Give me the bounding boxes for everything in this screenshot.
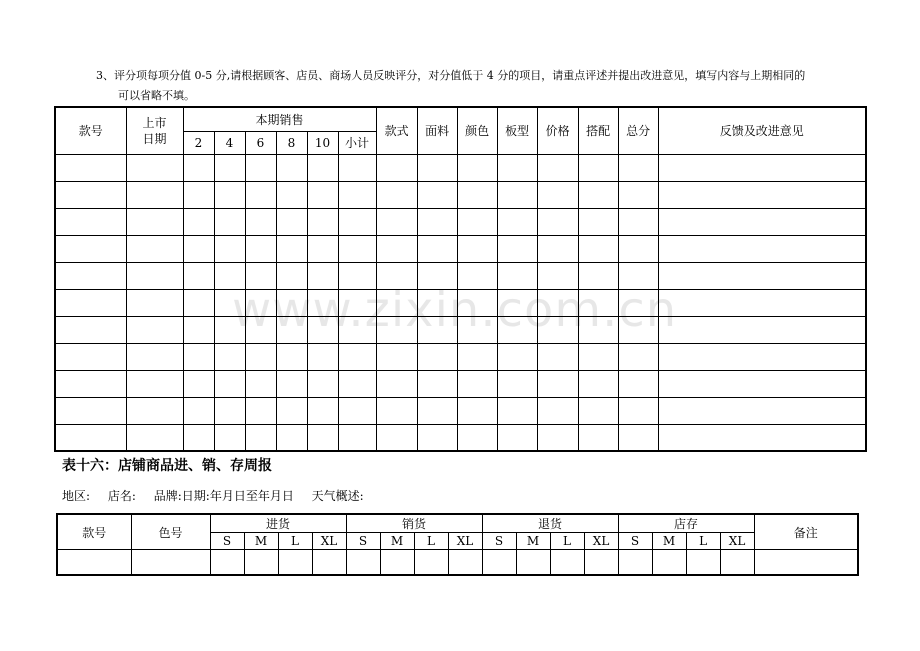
table-cell[interactable]: [754, 550, 858, 575]
table-cell[interactable]: [55, 262, 126, 289]
table-cell[interactable]: [618, 181, 658, 208]
table-row: [55, 316, 866, 343]
table-cell[interactable]: [658, 289, 866, 316]
table-cell[interactable]: [417, 208, 457, 235]
size-header-cell: L: [686, 533, 720, 550]
table-cell[interactable]: [417, 154, 457, 181]
table-cell[interactable]: [537, 424, 578, 451]
table-cell[interactable]: [307, 397, 338, 424]
table-cell[interactable]: [457, 208, 497, 235]
table-cell[interactable]: [380, 550, 414, 575]
table-row: [55, 235, 866, 262]
table-cell[interactable]: [578, 154, 618, 181]
table-cell[interactable]: [307, 316, 338, 343]
table-cell[interactable]: [578, 289, 618, 316]
table-cell[interactable]: [417, 316, 457, 343]
table-cell[interactable]: [307, 424, 338, 451]
table-row: [55, 181, 866, 208]
table-row: [55, 154, 866, 181]
table-cell[interactable]: [482, 550, 516, 575]
table-cell[interactable]: [183, 181, 214, 208]
table-cell[interactable]: [537, 154, 578, 181]
table-cell[interactable]: [55, 208, 126, 235]
table-cell[interactable]: [578, 235, 618, 262]
table-cell[interactable]: [55, 397, 126, 424]
table-cell[interactable]: [214, 235, 245, 262]
table-cell[interactable]: [376, 235, 417, 262]
size-header-cell: L: [550, 533, 584, 550]
table-cell[interactable]: [578, 208, 618, 235]
table-cell[interactable]: [245, 154, 276, 181]
table-cell[interactable]: [276, 343, 307, 370]
table-cell[interactable]: [126, 154, 183, 181]
section-title: 表十六：店铺商品进、销、存周报: [62, 458, 272, 474]
table-cell[interactable]: [417, 343, 457, 370]
table-cell[interactable]: [312, 550, 346, 575]
sales-table-body: [55, 154, 866, 451]
table-cell[interactable]: [537, 289, 578, 316]
table-cell[interactable]: [497, 397, 537, 424]
table-cell[interactable]: [338, 316, 376, 343]
table-cell[interactable]: [658, 208, 866, 235]
size-header-cell: L: [414, 533, 448, 550]
size-header-cell: M: [652, 533, 686, 550]
table-cell[interactable]: [457, 181, 497, 208]
size-10: 10: [307, 131, 338, 154]
table-cell[interactable]: [618, 316, 658, 343]
table-cell[interactable]: [497, 181, 537, 208]
table-cell[interactable]: [131, 550, 210, 575]
table-cell[interactable]: [338, 262, 376, 289]
table-cell[interactable]: [658, 235, 866, 262]
header-remark: 备注: [754, 514, 858, 550]
table-cell[interactable]: [376, 343, 417, 370]
table-cell[interactable]: [55, 181, 126, 208]
size-header-cell: S: [618, 533, 652, 550]
table-cell[interactable]: [376, 316, 417, 343]
table-cell[interactable]: [658, 316, 866, 343]
table-cell[interactable]: [276, 424, 307, 451]
table-cell[interactable]: [307, 343, 338, 370]
table-cell[interactable]: [214, 343, 245, 370]
table-cell[interactable]: [338, 397, 376, 424]
table-cell[interactable]: [658, 262, 866, 289]
report-meta: [62, 487, 378, 504]
table-cell[interactable]: [183, 370, 214, 397]
table-cell[interactable]: [618, 208, 658, 235]
table-cell[interactable]: [126, 289, 183, 316]
table-cell[interactable]: [126, 370, 183, 397]
table-cell[interactable]: [618, 550, 652, 575]
table-cell[interactable]: [537, 262, 578, 289]
sales-feedback-table: [54, 106, 867, 452]
table-cell[interactable]: [307, 262, 338, 289]
size-4: 4: [214, 131, 245, 154]
header-group-sales: 销货: [346, 514, 482, 533]
table-cell[interactable]: [457, 424, 497, 451]
table-cell[interactable]: [457, 316, 497, 343]
table-cell[interactable]: [214, 424, 245, 451]
table-cell[interactable]: [126, 343, 183, 370]
table-cell[interactable]: [584, 550, 618, 575]
table-cell[interactable]: [338, 289, 376, 316]
table-cell[interactable]: [278, 550, 312, 575]
table-row: [55, 343, 866, 370]
table-cell[interactable]: [126, 424, 183, 451]
table-cell[interactable]: [658, 343, 866, 370]
table-row: [55, 397, 866, 424]
table-cell[interactable]: [448, 550, 482, 575]
table-cell[interactable]: [537, 370, 578, 397]
table-cell[interactable]: [183, 262, 214, 289]
header-score-5: 搭配: [578, 107, 618, 154]
table-cell[interactable]: [307, 289, 338, 316]
table-cell[interactable]: [214, 370, 245, 397]
table-cell[interactable]: [618, 289, 658, 316]
table-cell[interactable]: [346, 550, 380, 575]
table-cell[interactable]: [457, 289, 497, 316]
table-cell[interactable]: [537, 397, 578, 424]
table-cell[interactable]: [214, 397, 245, 424]
table-cell[interactable]: [497, 289, 537, 316]
table-cell[interactable]: [245, 316, 276, 343]
table-cell[interactable]: [338, 370, 376, 397]
table-cell[interactable]: [245, 370, 276, 397]
table-cell[interactable]: [578, 262, 618, 289]
table-cell[interactable]: [578, 181, 618, 208]
size-subtotal: 小计: [338, 131, 376, 154]
table-cell[interactable]: [550, 550, 584, 575]
table-cell[interactable]: [537, 316, 578, 343]
table-cell[interactable]: [457, 262, 497, 289]
table-cell[interactable]: [338, 235, 376, 262]
size-header-cell: M: [516, 533, 550, 550]
table-cell[interactable]: [658, 181, 866, 208]
size-header-cell: XL: [448, 533, 482, 550]
instruction-note: [96, 66, 876, 106]
table-cell[interactable]: [245, 181, 276, 208]
launch-line-2: 日期: [142, 131, 167, 146]
table-cell[interactable]: [307, 181, 338, 208]
table-cell[interactable]: [618, 343, 658, 370]
table-cell[interactable]: [126, 397, 183, 424]
table-cell[interactable]: [276, 208, 307, 235]
header-group-purchase: 进货: [210, 514, 346, 533]
table-cell[interactable]: [686, 550, 720, 575]
table-cell[interactable]: [245, 397, 276, 424]
table-cell[interactable]: [658, 424, 866, 451]
table-cell[interactable]: [497, 208, 537, 235]
table-cell[interactable]: [376, 289, 417, 316]
table-cell[interactable]: [414, 550, 448, 575]
table-cell[interactable]: [537, 235, 578, 262]
table-cell[interactable]: [376, 154, 417, 181]
header-sales-group: 本期销售: [183, 107, 376, 131]
table-cell[interactable]: [457, 154, 497, 181]
table-cell[interactable]: [214, 289, 245, 316]
size-8: 8: [276, 131, 307, 154]
table-cell[interactable]: [276, 370, 307, 397]
table-cell[interactable]: [376, 208, 417, 235]
table-cell[interactable]: [457, 343, 497, 370]
table-cell[interactable]: [618, 262, 658, 289]
table-row: [55, 424, 866, 451]
header-style-no: 款号: [55, 107, 126, 154]
table-cell[interactable]: [497, 370, 537, 397]
table-cell[interactable]: [338, 208, 376, 235]
table-cell[interactable]: [578, 424, 618, 451]
table-cell[interactable]: [214, 262, 245, 289]
table-cell[interactable]: [183, 397, 214, 424]
table-cell[interactable]: [307, 208, 338, 235]
size-header-cell: S: [482, 533, 516, 550]
table-cell[interactable]: [245, 424, 276, 451]
table-cell[interactable]: [338, 424, 376, 451]
launch-line-1: 上市: [142, 115, 167, 130]
table-cell[interactable]: [245, 208, 276, 235]
table-cell[interactable]: [417, 424, 457, 451]
table-cell[interactable]: [658, 397, 866, 424]
table-cell[interactable]: [652, 550, 686, 575]
table-cell[interactable]: [537, 181, 578, 208]
table-row: [55, 262, 866, 289]
table-cell[interactable]: [245, 235, 276, 262]
table-cell[interactable]: [183, 208, 214, 235]
table-cell[interactable]: [126, 262, 183, 289]
table-cell[interactable]: [126, 181, 183, 208]
table-row: [57, 550, 858, 575]
size-header-cell: XL: [720, 533, 754, 550]
table-cell[interactable]: [57, 550, 131, 575]
table-cell[interactable]: [214, 316, 245, 343]
note-line-2: 可以省略不填。: [118, 89, 195, 102]
watermark: www.zixin.com.cn: [232, 282, 678, 338]
table-cell[interactable]: [618, 424, 658, 451]
size-header-cell: M: [380, 533, 414, 550]
header-score-6: 总分: [618, 107, 658, 154]
table-cell[interactable]: [214, 181, 245, 208]
table-cell[interactable]: [307, 370, 338, 397]
table-cell[interactable]: [55, 424, 126, 451]
table-cell[interactable]: [245, 262, 276, 289]
table-cell[interactable]: [658, 154, 866, 181]
table-cell[interactable]: [276, 289, 307, 316]
table-cell[interactable]: [55, 343, 126, 370]
table-cell[interactable]: [214, 154, 245, 181]
header-score-3: 板型: [497, 107, 537, 154]
size-header-cell: XL: [584, 533, 618, 550]
table-cell[interactable]: [276, 316, 307, 343]
table-cell[interactable]: [457, 235, 497, 262]
table-cell[interactable]: [276, 397, 307, 424]
header-score-0: 款式: [376, 107, 417, 154]
header-feedback: 反馈及改进意见: [658, 107, 866, 154]
table-cell[interactable]: [55, 235, 126, 262]
table-cell[interactable]: [307, 235, 338, 262]
header-group-returns: 退货: [482, 514, 618, 533]
table-cell[interactable]: [497, 262, 537, 289]
table-cell[interactable]: [245, 289, 276, 316]
meta-brand-date: 品牌:日期:年月日至年月日: [153, 489, 294, 503]
table-cell[interactable]: [497, 154, 537, 181]
table-cell[interactable]: [618, 235, 658, 262]
table-cell[interactable]: [55, 370, 126, 397]
table-cell[interactable]: [276, 154, 307, 181]
table-cell[interactable]: [457, 397, 497, 424]
size-6: 6: [245, 131, 276, 154]
table-cell[interactable]: [126, 208, 183, 235]
note-line-1: 3、评分项每项分值 0-5 分,请根据顾客、店员、商场人员反映评分，对分值低于 4 分的项目，请重点评述并提出改进意见，填写内容与上期相同的: [96, 69, 806, 82]
table-cell[interactable]: [497, 316, 537, 343]
table-cell[interactable]: [618, 370, 658, 397]
table-cell[interactable]: [214, 208, 245, 235]
header-group-stock: 店存: [618, 514, 754, 533]
table-cell[interactable]: [126, 316, 183, 343]
table-cell[interactable]: [417, 370, 457, 397]
header-launch-date: [126, 107, 183, 154]
size-header-cell: S: [346, 533, 380, 550]
table-cell[interactable]: [276, 235, 307, 262]
header-color-no: 色号: [131, 514, 210, 550]
table-row: [55, 370, 866, 397]
size-header-cell: XL: [312, 533, 346, 550]
table-cell[interactable]: [457, 370, 497, 397]
table-cell[interactable]: [126, 235, 183, 262]
header-score-1: 面料: [417, 107, 457, 154]
table-cell[interactable]: [417, 262, 457, 289]
table-cell[interactable]: [537, 343, 578, 370]
table-cell[interactable]: [210, 550, 244, 575]
table-cell[interactable]: [376, 424, 417, 451]
table-cell[interactable]: [497, 424, 537, 451]
size-header-cell: L: [278, 533, 312, 550]
table-cell[interactable]: [55, 316, 126, 343]
table-cell[interactable]: [578, 343, 618, 370]
table-cell[interactable]: [537, 208, 578, 235]
table-cell[interactable]: [376, 262, 417, 289]
table-row: [55, 289, 866, 316]
table-cell[interactable]: [376, 397, 417, 424]
table-cell[interactable]: [276, 262, 307, 289]
size-header-cell: M: [244, 533, 278, 550]
table-cell[interactable]: [183, 316, 214, 343]
meta-region: 地区:: [62, 489, 91, 503]
size-header-cell: S: [210, 533, 244, 550]
table-cell[interactable]: [618, 154, 658, 181]
table-cell[interactable]: [55, 154, 126, 181]
table-cell[interactable]: [276, 181, 307, 208]
header-score-2: 颜色: [457, 107, 497, 154]
table-cell[interactable]: [417, 181, 457, 208]
table-cell[interactable]: [183, 235, 214, 262]
table-cell[interactable]: [183, 424, 214, 451]
table-cell[interactable]: [55, 289, 126, 316]
table-cell[interactable]: [244, 550, 278, 575]
table-cell[interactable]: [578, 397, 618, 424]
header-score-4: 价格: [537, 107, 578, 154]
table-cell[interactable]: [376, 370, 417, 397]
table-cell[interactable]: [578, 316, 618, 343]
table-cell[interactable]: [183, 154, 214, 181]
table-cell[interactable]: [338, 343, 376, 370]
table-cell[interactable]: [417, 397, 457, 424]
table-cell[interactable]: [338, 181, 376, 208]
table-row: [55, 208, 866, 235]
table-cell[interactable]: [417, 289, 457, 316]
table-cell[interactable]: [658, 370, 866, 397]
table-cell[interactable]: [578, 370, 618, 397]
table-cell[interactable]: [497, 343, 537, 370]
table-cell[interactable]: [618, 397, 658, 424]
table-cell[interactable]: [720, 550, 754, 575]
table-cell[interactable]: [376, 181, 417, 208]
header-style-no-2: 款号: [57, 514, 131, 550]
table-cell[interactable]: [307, 154, 338, 181]
table-cell[interactable]: [497, 235, 537, 262]
table-cell[interactable]: [417, 235, 457, 262]
table-cell[interactable]: [245, 343, 276, 370]
table-cell[interactable]: [338, 154, 376, 181]
table-cell[interactable]: [516, 550, 550, 575]
size-2: 2: [183, 131, 214, 154]
table-cell[interactable]: [183, 343, 214, 370]
table-cell[interactable]: [183, 289, 214, 316]
meta-weather: 天气概述:: [311, 489, 364, 503]
inventory-weekly-table: [56, 513, 859, 576]
meta-store: 店名:: [107, 489, 136, 503]
